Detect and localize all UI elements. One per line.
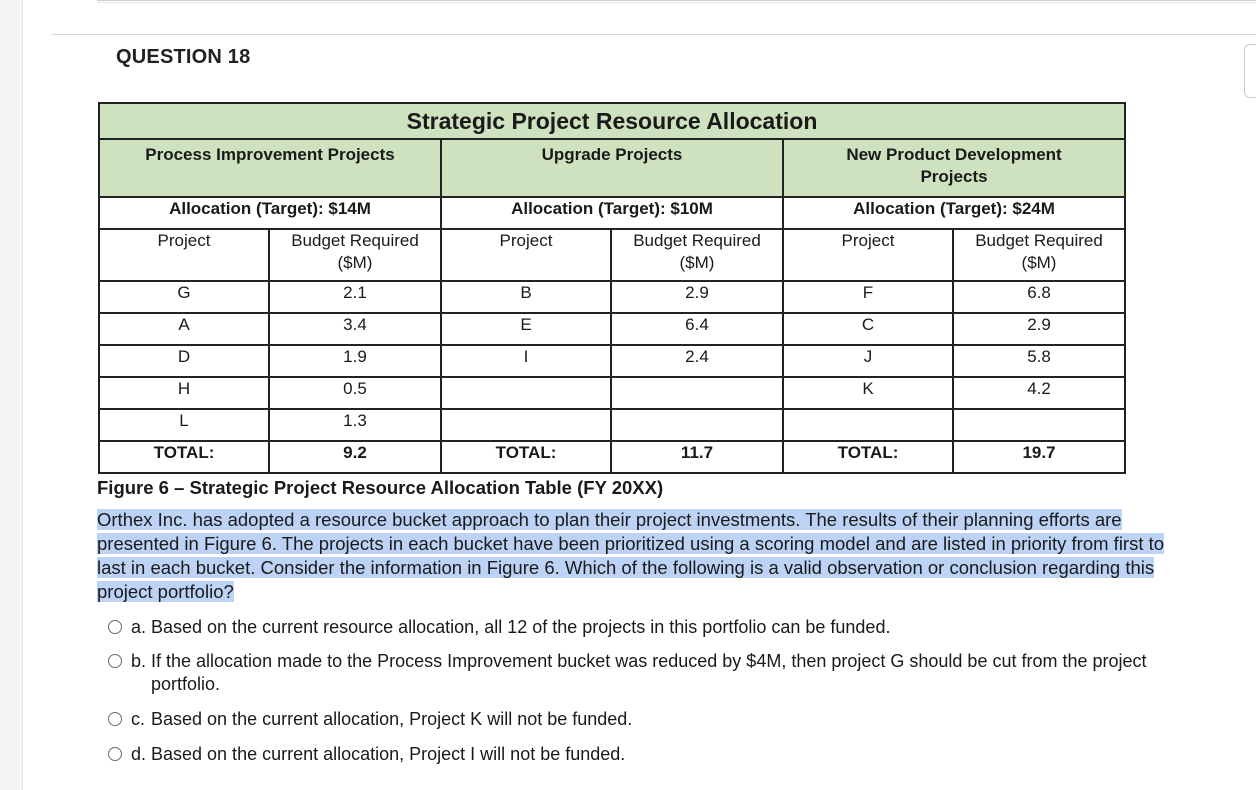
table-row xyxy=(99,281,1125,313)
answer-option-a[interactable] xyxy=(108,616,1161,639)
project-cell: B xyxy=(441,281,611,313)
table-title: Strategic Project Resource Allocation xyxy=(406,108,818,134)
total-row xyxy=(99,441,1125,473)
radio-button-c[interactable] xyxy=(108,712,122,726)
answer-option-d[interactable] xyxy=(108,743,1161,766)
table-row xyxy=(99,313,1125,345)
question-stem-text: Orthex Inc. has adopted a resource bucket approach to plan their project investments. The results of their planning efforts are presented in Figure 6. The projects in each bucket have been prioritized using a scoring model and are listed in priority from first to last in each bucket. Consider the information in Figure 6. Which of the following is a valid observation or conclusion regarding this project portfolio? xyxy=(97,509,1165,602)
question-title: QUESTION 18 xyxy=(116,46,251,68)
allocation-table xyxy=(98,102,1126,474)
project-cell: C xyxy=(783,313,953,345)
option-letter: b. xyxy=(131,651,147,671)
project-cell: E xyxy=(441,313,611,345)
question-divider xyxy=(52,34,1256,35)
budget-cell xyxy=(611,409,783,441)
project-cell: G xyxy=(99,281,269,313)
radio-button-d[interactable] xyxy=(108,747,122,761)
budget-cell: 1.3 xyxy=(269,409,441,441)
project-cell: L xyxy=(99,409,269,441)
option-letter: c. xyxy=(131,709,146,729)
project-cell: J xyxy=(783,345,953,377)
budget-cell: 0.5 xyxy=(269,377,441,409)
allocation-upgrade: Allocation (Target): $10M xyxy=(441,197,783,229)
project-cell xyxy=(783,409,953,441)
radio-button-b[interactable] xyxy=(108,654,122,668)
budget-cell: 5.8 xyxy=(953,345,1125,377)
option-letter: d. xyxy=(131,744,147,764)
budget-cell: 2.9 xyxy=(953,313,1125,345)
budget-cell: 2.1 xyxy=(269,281,441,313)
table-row xyxy=(99,345,1125,377)
total-label: TOTAL: xyxy=(441,441,611,473)
option-text: Based on the current allocation, Project I will not be funded. xyxy=(151,744,626,764)
answer-option-c[interactable] xyxy=(108,708,1161,731)
option-text: Based on the current allocation, Project K will not be funded. xyxy=(151,709,633,729)
table-row xyxy=(99,409,1125,441)
budget-cell: 4.2 xyxy=(953,377,1125,409)
col-budget-header: Budget Required ($M) xyxy=(269,229,441,281)
left-rail xyxy=(0,0,23,790)
budget-cell: 1.9 xyxy=(269,345,441,377)
total-value: 19.7 xyxy=(953,441,1125,473)
col-project-header: Project xyxy=(783,229,953,281)
project-cell: K xyxy=(783,377,953,409)
project-cell: I xyxy=(441,345,611,377)
radio-button-a[interactable] xyxy=(108,620,122,634)
budget-cell: 6.4 xyxy=(611,313,783,345)
bucket-name-new-product: New Product Development Projects xyxy=(783,139,1125,197)
allocation-process-improvement: Allocation (Target): $14M xyxy=(99,197,441,229)
total-value: 9.2 xyxy=(269,441,441,473)
budget-cell: 2.9 xyxy=(611,281,783,313)
col-budget-header: Budget Required ($M) xyxy=(953,229,1125,281)
budget-cell xyxy=(953,409,1125,441)
total-label: TOTAL: xyxy=(99,441,269,473)
budget-cell: 2.4 xyxy=(611,345,783,377)
total-value: 11.7 xyxy=(611,441,783,473)
budget-cell: 6.8 xyxy=(953,281,1125,313)
col-project-header: Project xyxy=(441,229,611,281)
table-title-cell xyxy=(99,103,1125,139)
project-cell: F xyxy=(783,281,953,313)
budget-cell: 3.4 xyxy=(269,313,441,345)
project-cell: A xyxy=(99,313,269,345)
budget-cell xyxy=(611,377,783,409)
total-label: TOTAL: xyxy=(783,441,953,473)
allocation-new-product: Allocation (Target): $24M xyxy=(783,197,1125,229)
answer-option-b[interactable] xyxy=(108,650,1161,696)
option-letter: a. xyxy=(131,617,147,637)
side-panel-tab[interactable] xyxy=(1244,44,1256,98)
top-divider xyxy=(97,0,1256,3)
project-cell xyxy=(441,409,611,441)
option-text: Based on the current resource allocation, all 12 of the projects in this portfolio can be funded. xyxy=(151,617,891,637)
figure-caption: Figure 6 – Strategic Project Resource Allocation Table (FY 20XX) xyxy=(97,477,664,498)
project-cell: H xyxy=(99,377,269,409)
table-row xyxy=(99,377,1125,409)
col-project-header: Project xyxy=(99,229,269,281)
bucket-name-process-improvement: Process Improvement Projects xyxy=(99,139,441,197)
project-cell: D xyxy=(99,345,269,377)
col-budget-header: Budget Required ($M) xyxy=(611,229,783,281)
bucket-name-upgrade: Upgrade Projects xyxy=(441,139,783,197)
project-cell xyxy=(441,377,611,409)
option-text: If the allocation made to the Process Improvement bucket was reduced by $4M, then project G should be cut from the project portfolio. xyxy=(151,651,1147,694)
question-stem xyxy=(97,508,1197,604)
